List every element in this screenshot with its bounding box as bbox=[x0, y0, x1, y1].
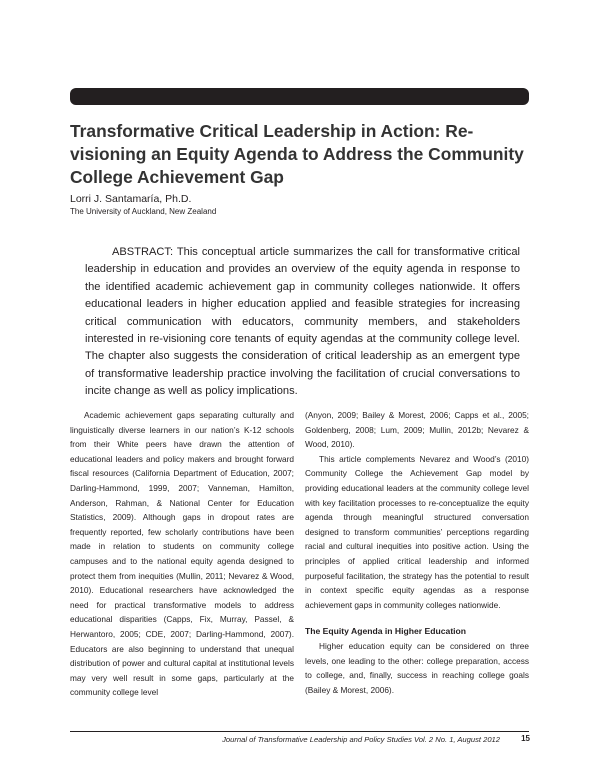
abstract bbox=[85, 244, 520, 401]
footer-journal-citation: Journal of Transformative Leadership and Policy Studies Vol. 2 No. 1, August 2012 bbox=[222, 735, 500, 744]
body-paragraph: Higher education equity can be considered on three levels, one leading to the other: college preparation, access to college, and, finally, success in reaching college goals (Bailey & Morest, 2006). bbox=[305, 640, 529, 695]
author-name: Lorri J. Santamaría, Ph.D. bbox=[70, 193, 192, 205]
section-heading: The Equity Agenda in Higher Education bbox=[305, 626, 467, 637]
footer-divider bbox=[70, 731, 529, 732]
body-column-left bbox=[70, 408, 294, 700]
body-paragraph: Academic achievement gaps separating culturally and linguistically diverse learners in our nation’s K-12 schools from their White peers have drawn the attention of educational leaders and policy makers and brought forward fiscal resources (California Department of Education, 2007; Darling-Hammond, 1999, 2007; Vanneman, Hamilton, Anderson, Rahman, & National Center for Education Statistics, 2009). Although gaps in dropout rates are frequently reported, few scholarly contributions have been made in relation to students on community college campuses and to the national equity agenda designed to protect them from inequities (Mullin, 2011; Nevarez & Wood, 2010). Educational researchers have acknowledged the need for practical transformative models to address educational disparities (Capps, Fix, Murray, Passel, & Herwantoro, 2005; CDE, 2007; Darling-Hammond, 2007). Educators are also beginning to understand that unequal distribution of power and cultural capital at institutional levels may very well result in some gaps, particularly at the community college level bbox=[70, 410, 294, 698]
page-number: 15 bbox=[521, 734, 530, 743]
abstract-text: ABSTRACT: This conceptual article summarizes the call for transformative critical leadership in education and provides an overview of the equity agenda in response to the identified academic achievement gap in community colleges nationwide. It offers educational leaders in higher education applied and feasible strategies for increasing critical communication with educators, community members, and stakeholders interested in re-visioning core tenants of equity agendas at the community college level. The chapter also suggests the consideration of critical leadership as an emergent type of transformative leadership practice involving the facilitation of crucial conversations to incite change as well as policy implications. bbox=[85, 246, 520, 398]
article-title: Transformative Critical Leadership in Action: Re-visioning an Equity Agenda to Address the Community College Achievement Gap bbox=[70, 121, 524, 187]
header-bar bbox=[70, 88, 529, 105]
body-column-right bbox=[305, 408, 529, 697]
body-paragraph: This article complements Nevarez and Wood’s (2010) Community College the Achievement Gap model by providing educational leaders at the community college level with key facilitation processes to re-conceptualize the equity agenda through meaningful structured conversation designed to transform communities’ perceptions regarding racial and cultural inequities into positive action. Using the principles of applied critical leadership and informed purposeful facilitation, the strategy has the potential to result in context specific equity agendas as a response achievement gaps in community colleges nationwide. bbox=[305, 453, 529, 610]
body-paragraph-continuation: (Anyon, 2009; Bailey & Morest, 2006; Capps et al., 2005; Goldenberg, 2008; Lum, 2009; Mullin, 2012b; Nevarez & Wood, 2010). bbox=[305, 410, 529, 450]
author-affiliation: The University of Auckland, New Zealand bbox=[70, 207, 217, 216]
